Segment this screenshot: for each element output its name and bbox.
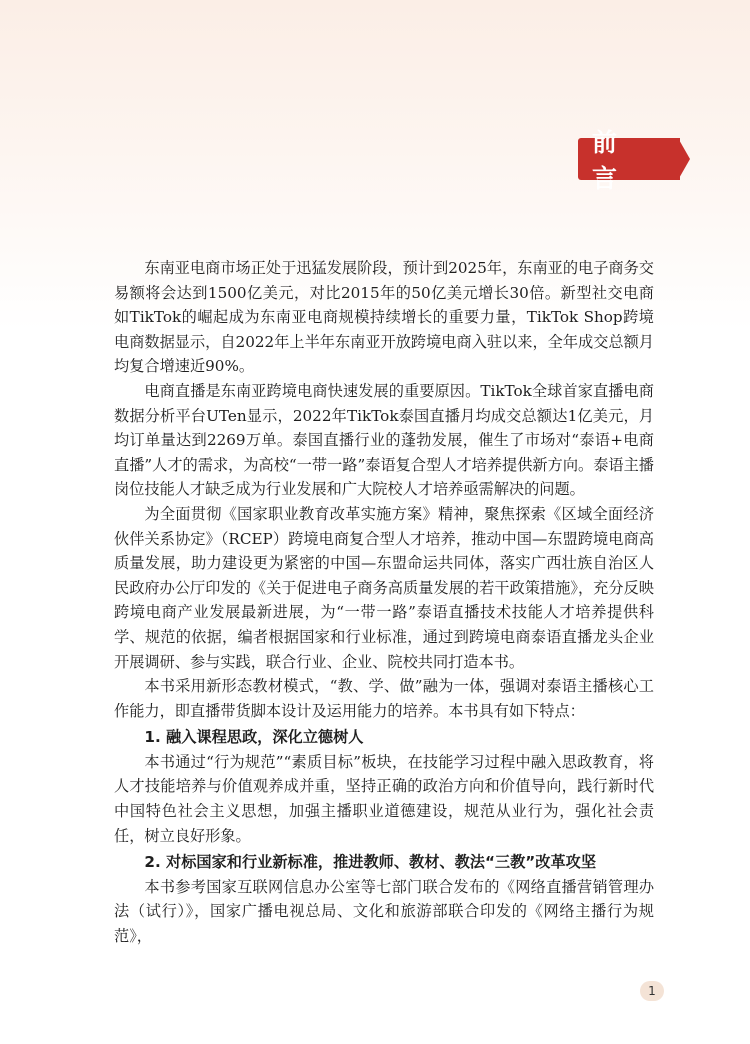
paragraph-2: 电商直播是东南亚跨境电商快速发展的重要原因。TikTok全球首家直播电商数据分析平台UTen显示，2022年TikTok泰国直播月均成交总额达1亿美元，月均订单量达到2269万单。泰国直播行业的蓬勃发展，催生了市场对“泰语+电商直播”人才的需求，为高校“一带一路”泰语复合型人才培养提供新方向。泰语主播岗位技能人才缺乏成为行业发展和广大院校人才培养亟需解决的问题。 [114, 381, 654, 499]
page-number: 1 [648, 984, 656, 998]
preface-body [114, 256, 654, 949]
chapter-title: 前 言 [592, 128, 671, 193]
section-1-body: 本书通过“行为规范”“素质目标”板块，在技能学习过程中融入思政教育，将人才技能培养与价值观养成并重，坚持正确的政治方向和价值导向，践行新时代中国特色社会主义思想，加强主播职业道德建设，规范从业行为，强化社会责任，树立良好形象。 [114, 752, 654, 845]
title-tag-notch-icon [678, 138, 690, 180]
section-2-body: 本书参考国家互联网信息办公室等七部门联合发布的《网络直播营销管理办法（试行）》，国家广播电视总局、文化和旅游部联合印发的《网络主播行为规范》， [114, 877, 654, 946]
page-number-badge [640, 981, 664, 1001]
section-1-heading: 1. 融入课程思政，深化立德树人 [144, 728, 364, 747]
section-2-heading: 2. 对标国家和行业新标准，推进教师、教材、教法“三教”改革攻坚 [144, 853, 597, 872]
paragraph-3: 为全面贯彻《国家职业教育改革实施方案》精神，聚焦探索《区域全面经济伙伴关系协定》（RCEP）跨境电商复合型人才培养，推动中国—东盟跨境电商高质量发展，助力建设更为紧密的中国—东盟命运共同体，落实广西壮族自治区人民政府办公厅印发的《关于促进电子商务高质量发展的若干政策措施》，充分反映跨境电商产业发展最新进展，为“一带一路”泰语直播技术技能人才培养提供科学、规范的依据，编者根据国家和行业标准，通过到跨境电商泰语直播龙头企业开展调研、参与实践，联合行业、企业、院校共同打造本书。 [114, 504, 654, 671]
chapter-title-tag [578, 128, 680, 193]
paragraph-1: 东南亚电商市场正处于迅猛发展阶段，预计到2025年，东南亚的电子商务交易额将会达到1500亿美元，对比2015年的50亿美元增长30倍。新型社交电商如TikTok的崛起成为东南亚电商规模持续增长的重要力量，TikTok Shop跨境电商数据显示，自2022年上半年东南亚开放跨境电商入驻以来，全年成交总额月均复合增速近90%。 [114, 259, 654, 376]
paragraph-4: 本书采用新形态教材模式，“教、学、做”融为一体，强调对泰语主播核心工作能力，即直播带货脚本设计及运用能力的培养。本书具有如下特点： [114, 677, 654, 720]
